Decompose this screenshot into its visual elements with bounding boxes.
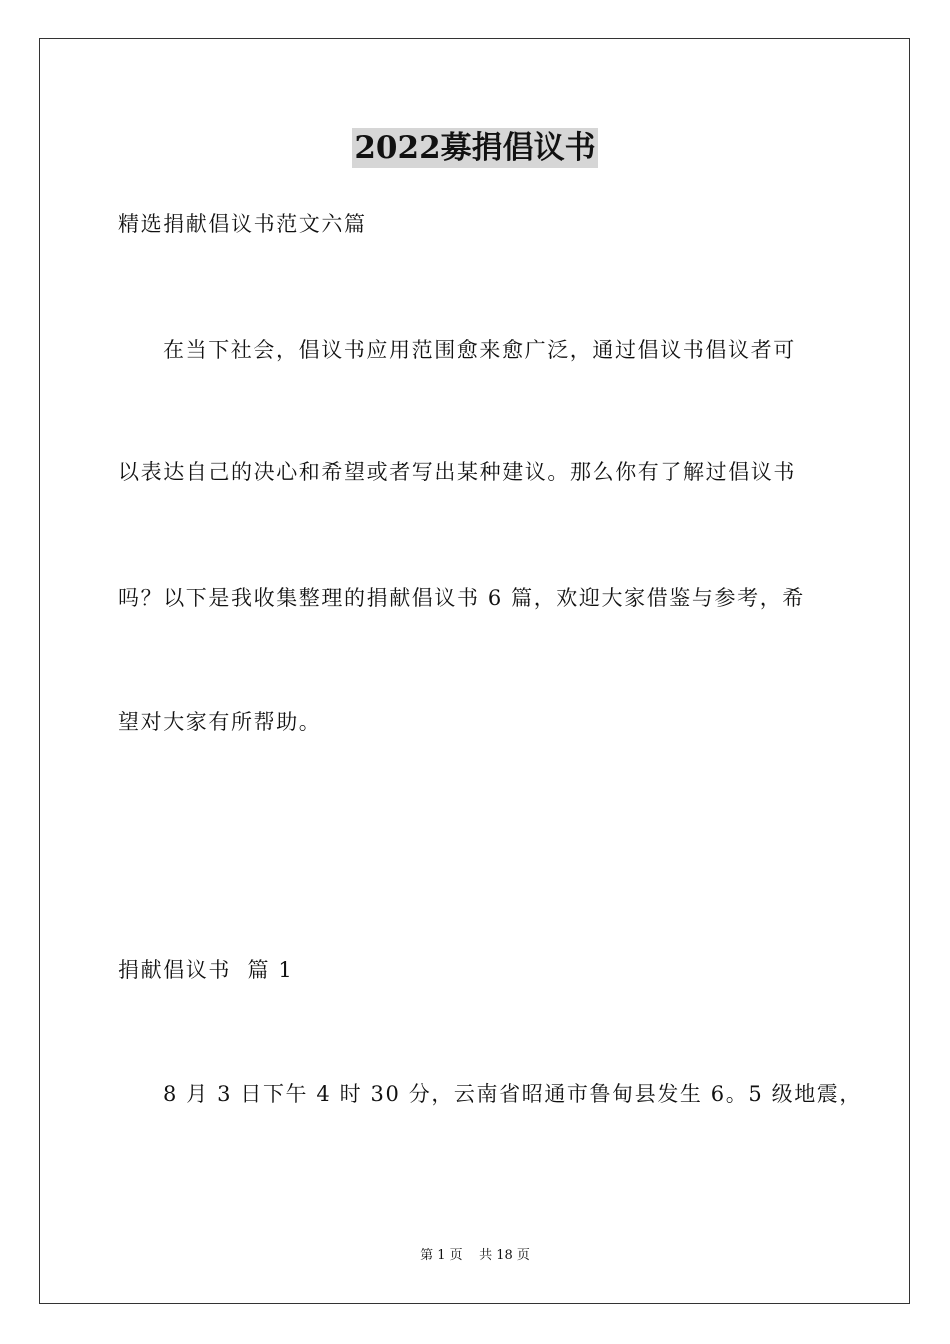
paragraph-line-2: 以表达自己的决心和希望或者写出某种建议。那么你有了解过倡议书 xyxy=(118,460,796,484)
section-heading: 捐献倡议书 篇 1 xyxy=(118,958,294,982)
paragraph-line-3: 吗？以下是我收集整理的捐献倡议书 6 篇，欢迎大家借鉴与参考，希 xyxy=(118,586,805,610)
paragraph-line-1: 在当下社会，倡议书应用范围愈来愈广泛，通过倡议书倡议者可 xyxy=(163,338,796,362)
paragraph-line-4: 望对大家有所帮助。 xyxy=(118,710,322,734)
section-first-line: 8 月 3 日下午 4 时 30 分，云南省昭通市鲁甸县发生 6。5 级地震， xyxy=(163,1082,863,1106)
document-title: 2022募捐倡议书 xyxy=(354,130,596,166)
document-subtitle: 精选捐献倡议书范文六篇 xyxy=(118,212,367,236)
page-number-footer: 第 1 页 共 18 页 xyxy=(420,1248,530,1263)
title-container xyxy=(0,128,950,168)
